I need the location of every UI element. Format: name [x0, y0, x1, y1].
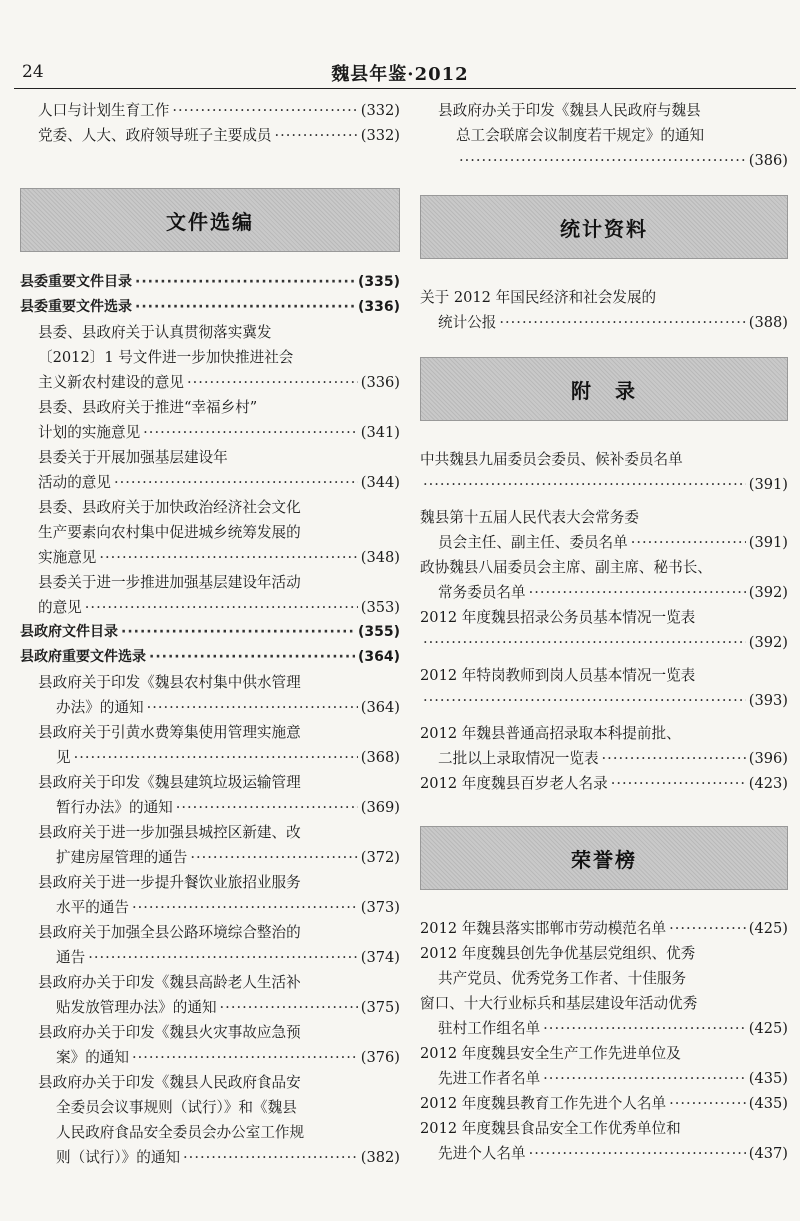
toc-entry[interactable]: 县政府关于印发《魏县建筑垃圾运输管理 暂行办法》的通知 ····· (369) [20, 770, 400, 820]
toc-heading[interactable]: 县政府重要文件选录 ····· (364) [20, 645, 400, 670]
toc-heading[interactable]: 县政府文件目录 ····· (355) [20, 620, 400, 645]
section-title: 文件选编 [166, 209, 254, 234]
toc-entry[interactable]: 党委、人大、政府领导班子主要成员 ····· (332) [20, 123, 400, 148]
toc-entry[interactable]: 2012 年魏县落实邯郸市劳动模范名单 ····· (425) [420, 916, 788, 941]
toc-entry[interactable]: 政协魏县八届委员会主席、副主席、秘书长、 常务委员名单 ····· (392) [420, 555, 788, 605]
toc-entry[interactable]: 县政府办关于印发《魏县人民政府与魏县 总工会联席会议制度若干规定》的通知 ····· (386) [420, 98, 788, 173]
toc-entry[interactable]: 县委、县政府关于加快政治经济社会文化 生产要素向农村集中促进城乡统筹发展的 实施意见 ····· (348) [20, 495, 400, 570]
toc-heading[interactable]: 县委重要文件选录 ····· (336) [20, 295, 400, 320]
toc-entry[interactable]: 县政府关于引黄水费筹集使用管理实施意 见 ····· (368) [20, 720, 400, 770]
section-title: 附 录 [571, 378, 637, 403]
section-banner-honors [420, 826, 788, 890]
toc-entry[interactable]: 人口与计划生育工作 ····· (332) [20, 98, 400, 123]
toc-entry[interactable]: 县委、县政府关于认真贯彻落实冀发 〔2012〕1 号文件进一步加快推进社会 主义新农村建设的意见 ····· (336) [20, 320, 400, 395]
page-number: 24 [22, 62, 44, 82]
toc-entry[interactable]: 2012 年特岗教师到岗人员基本情况一览表 ····· (393) [420, 663, 788, 713]
left-column [20, 98, 400, 1170]
section-banner-documents [20, 188, 400, 252]
toc-entry[interactable]: 2012 年度魏县招录公务员基本情况一览表 ····· (392) [420, 605, 788, 655]
toc-entry[interactable]: 中共魏县九届委员会委员、候补委员名单 ····· (391) [420, 447, 788, 497]
section-banner-appendix [420, 357, 788, 421]
right-column [420, 98, 788, 1166]
toc-entry[interactable]: 县政府关于印发《魏县农村集中供水管理 办法》的通知 ····· (364) [20, 670, 400, 720]
toc-entry[interactable]: 2012 年度魏县食品安全工作优秀单位和 先进个人名单 ····· (437) [420, 1116, 788, 1166]
section-title: 统计资料 [560, 216, 648, 241]
toc-entry[interactable]: 2012 年魏县普通高招录取本科提前批、 二批以上录取情况一览表 ····· (396) [420, 721, 788, 771]
toc-entry[interactable]: 县政府关于进一步加强县城控区新建、改 扩建房屋管理的通告 ····· (372) [20, 820, 400, 870]
toc-entry[interactable]: 2012 年度魏县教育工作先进个人名单 ····· (435) [420, 1091, 788, 1116]
toc-entry[interactable]: 县政府关于进一步提升餐饮业旅招业服务 水平的通告 ····· (373) [20, 870, 400, 920]
header-rule [14, 88, 796, 89]
page-header [0, 0, 800, 90]
toc-entry[interactable]: 县委关于开展加强基层建设年 活动的意见 ····· (344) [20, 445, 400, 495]
toc-entry[interactable]: 2012 年度魏县安全生产工作先进单位及 先进工作者名单 ····· (435) [420, 1041, 788, 1091]
toc-entry[interactable]: 2012 年度魏县百岁老人名录 ····· (423) [420, 771, 788, 796]
toc-entry[interactable]: 县政府关于加强全县公路环境综合整治的 通告 ····· (374) [20, 920, 400, 970]
toc-entry[interactable]: 2012 年度魏县创先争优基层党组织、优秀 共产党员、优秀党务工作者、十佳服务 窗口、十大行业标兵和基层建设年活动优秀 驻村工作组名单 ····· (425) [420, 941, 788, 1041]
toc-entry[interactable]: 县政府办关于印发《魏县高龄老人生活补 贴发放管理办法》的通知 ····· (375) [20, 970, 400, 1020]
section-title: 荣誉榜 [571, 847, 637, 872]
toc-heading[interactable]: 县委重要文件目录 ····· (335) [20, 270, 400, 295]
toc-entry[interactable]: 关于 2012 年国民经济和社会发展的 统计公报 ····· (388) [420, 285, 788, 335]
toc-entry[interactable]: 魏县第十五届人民代表大会常务委 员会主任、副主任、委员名单 ····· (391) [420, 505, 788, 555]
toc-entry[interactable]: 县委、县政府关于推进“幸福乡村” 计划的实施意见 ····· (341) [20, 395, 400, 445]
section-banner-statistics [420, 195, 788, 259]
toc-entry[interactable]: 县政府办关于印发《魏县人民政府食品安 全委员会议事规则（试行）》和《魏县 人民政府食品安全委员会办公室工作规 则（试行）》的通知 ····· (382) [20, 1070, 400, 1170]
running-title: 魏县年鉴·2012 [331, 64, 469, 85]
toc-entry[interactable]: 县委关于进一步推进加强基层建设年活动 的意见 ····· (353) [20, 570, 400, 620]
toc-entry[interactable]: 县政府办关于印发《魏县火灾事故应急预 案》的通知 ····· (376) [20, 1020, 400, 1070]
